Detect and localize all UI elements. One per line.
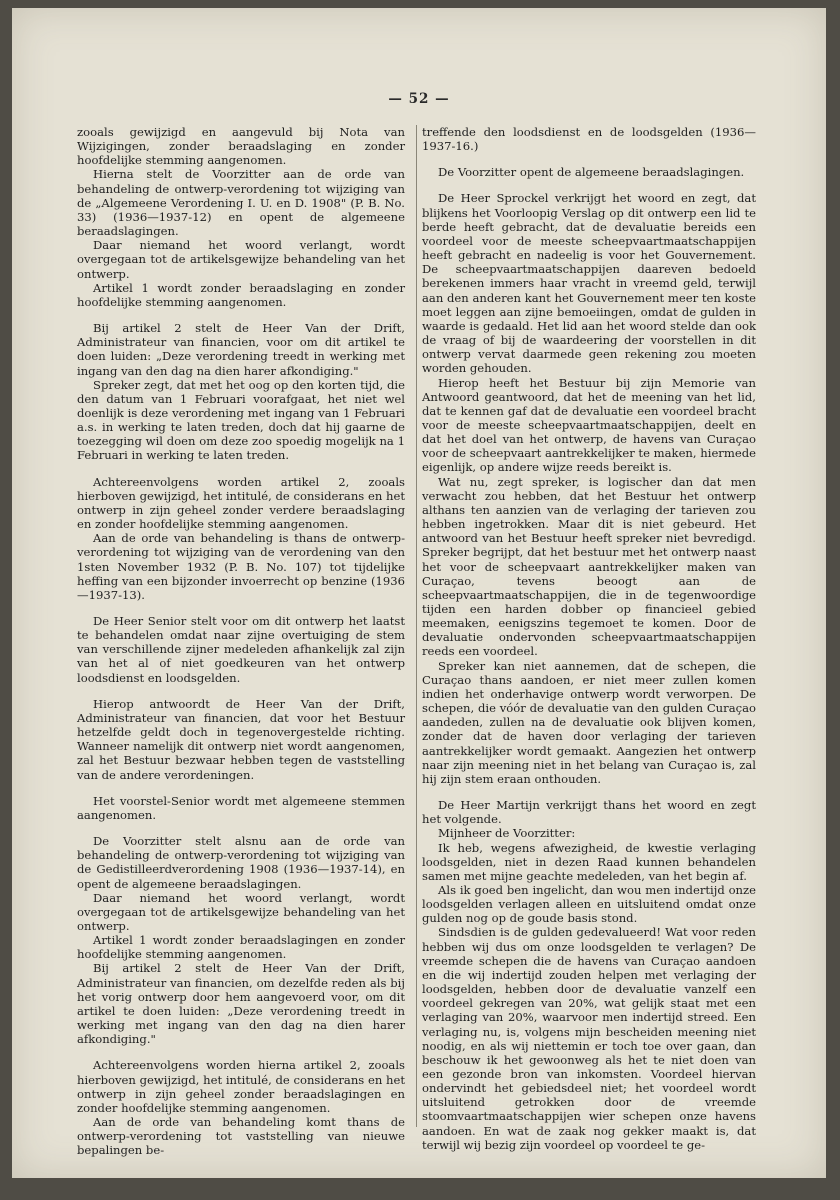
paragraph: Artikel 1 wordt zonder beraadslagingen en zonder hoofdelijke stemming aangenomen.	[77, 933, 405, 962]
paragraph: Daar niemand het woord verlangt, wordt overgegaan tot de artikelsgewijze behandeling van het ontwerp.	[77, 238, 405, 281]
paragraph: Achtereenvolgens worden hierna artikel 2, zooals hierboven gewijzigd, het intitulé, de considerans en het ontwerp in zijn geheel zonder beraadslagingen en zonder hoofdelijke stemming aangenomen.	[77, 1058, 405, 1115]
paragraph: De Heer Sprockel verkrijgt het woord en zegt, dat blijkens het Voorloopig Verslag op dit ontwerp een lid te berde heeft gebracht, dat de devaluatie bereids een voordeel voor de meeste scheepvaartmaatschappijen heeft gebracht en nadeelig is voor het Gouvernement. De scheepvaartmaatschappijen daareven bedoeld berekenen immers haar vracht in vreemd geld, terwijl aan den anderen kant het Gouvernement meer ten koste moet leggen aan zijne bemoeiingen, omdat de gulden in waarde is gedaald. Het lid aan het woord stelde dan ook de vraag of bij de waardeering der voorstellen in dit ontwerp vervat daarmede geen rekening zou moeten worden gehouden.	[422, 191, 756, 376]
paragraph: Wat nu, zegt spreker, is logischer dan dat men verwacht zou hebben, dat het Bestuur het ontwerp althans ten aanzien van de verlaging der tarieven zou hebben ingetrokken. Maar dit is niet gebeurd. Het antwoord van het Bestuur heeft spreker niet bevredigd. Spreker begrijpt, dat het bestuur met het ontwerp naast het voor de scheepvaart aantrekkelijker maken van Curaçao, tevens beoogt aan de scheepvaartmaatschappijen, die in de tegenwoordige tijden een harden dobber op financieel gebied meemaken, eenigszins tegemoet te komen. Door de devaluatie ondervonden scheepvaartmaatschappijen reeds een voordeel.	[422, 474, 756, 659]
paragraph: Het voorstel-Senior wordt met algemeene stemmen aangenomen.	[77, 793, 405, 822]
paragraph: De Heer Senior stelt voor om dit ontwerp het laatst te behandelen omdat naar zijne overtuiging de stem van verschillende zijner medeleden afhankelijk zal zijn van het al of niet goedkeuren van het ontwerp loodsdienst en loodsgelden.	[77, 614, 405, 685]
paragraph: Bij artikel 2 stelt de Heer Van der Drift, Administrateur van financien, om dezelfde reden als bij het vorig ontwerp door hem aangevoerd voor, om dit artikel te doen luiden: „Deze verordening treedt in werking met ingang van den dag na dien harer afkondiging."	[77, 961, 405, 1047]
paragraph: Hierop heeft het Bestuur bij zijn Memorie van Antwoord geantwoord, dat het de meening van het lid, dat te kennen gaf dat de devaluatie een voordeel bracht voor de meeste scheepvaartmaatschappijen, deelt en dat het doel van het ontwerp, de havens van Curaçao voor de scheepvaart aantrekkelijker te maken, hiermede eigenlijk, op andere wijze reeds bereikt is.	[422, 375, 756, 475]
paragraph: treffende den loodsdienst en de loodsgelden (1936—1937-16.)	[422, 125, 756, 154]
paragraph: Mijnheer de Voorzitter:	[438, 826, 576, 841]
paragraph: Spreker zegt, dat met het oog op den korten tijd, die den datum van 1 Februari voorafgaat, het niet wel doenlijk is deze verordening met ingang van 1 Februari a.s. in werking te laten treden, doch dat hij gaarne de toezegging wil doen om deze zoo spoedig mogelijk na 1 Februari in werking te laten treden.	[77, 377, 405, 463]
paragraph: Aan de orde van behandeling is thans de ontwerp-verordening tot wijziging van de verordening van den 1sten November 1932 (P. B. No. 107) tot tijdelijke heffing van een bijzonder invoerrecht op benzine (1936—1937-13).	[77, 531, 405, 602]
paragraph: Artikel 1 wordt zonder beraadslaging en zonder hoofdelijke stemming aangenomen.	[77, 280, 405, 309]
paragraph: Ik heb, wegens afwezigheid, de kwestie verlaging loodsgelden, niet in dezen Raad kunnen behandelen samen met mijne geachte medeleden, van het begin af.	[422, 840, 756, 883]
document-page	[12, 8, 826, 1178]
paragraph: Sindsdien is de gulden gedevalueerd! Wat voor reden hebben wij dus om onze loodsgelden te verlagen? De vreemde schepen die de havens van Curaçao aandoen en die wij indertijd zouden helpen met verlaging der loodsgelden, hebben door de devaluatie vanzelf een voordeel gekregen van 20%, wat gelijk staat met een verlaging van 20%, waarvoor men indertijd streed. Een verlaging nu, is, volgens mijn bescheiden meening niet noodig, en als wij niettemin er toch toe over gaan, dan beschouw ik het gewoonweg als het te niet doen van een gezonde bron van inkomsten. Voordeel hiervan ondervindt het gebiedsdeel niet; het voordeel wordt uitsluitend getrokken door de vreemde stoomvaartmaatschappijen wier schepen onze havens aandoen. En wat de zaak nog gekker maakt is, dat terwijl wij bezig zijn voordeel op voordeel te ge-	[422, 925, 756, 1152]
paragraph: De Heer Martijn verkrijgt thans het woord en zegt het volgende.	[422, 798, 756, 827]
paragraph: Bij artikel 2 stelt de Heer Van der Drift, Administrateur van financien, voor om dit artikel te doen luiden: „Deze verordening treedt in werking met ingang van den dag na dien harer afkondiging."	[77, 321, 405, 378]
paragraph: De Voorzitter opent de algemeene beraadslagingen.	[438, 165, 745, 180]
paragraph: Hierna stelt de Voorzitter aan de orde van behandeling de ontwerp-verordening tot wijziging van de „Algemeene Verordening I. U. en D. 1908" (P. B. No. 33) (1936—1937-12) en opent de algemeene beraadslagingen.	[77, 167, 405, 239]
paragraph: zooals gewijzigd en aangevuld bij Nota van Wijzigingen, zonder beraadslaging en zonder hoofdelijke stemming aangenomen.	[77, 125, 405, 168]
paragraph: Als ik goed ben ingelicht, dan wou men indertijd onze loodsgelden verlagen alleen en uitsluitend omdat onze gulden nog op de goude basis stond.	[422, 882, 756, 926]
right-column	[422, 125, 756, 1152]
paragraph: Spreker kan niet aannemen, dat de schepen, die Curaçao thans aandoen, er niet meer zullen komen indien het onderhavige ontwerp wordt verworpen. De schepen, die vóór de devaluatie van den gulden Curaçao aandeden, zullen na de devaluatie ook blijven komen, zonder dat de haven door verlaging der tarieven aantrekkelijker wordt gemaakt. Aangezien het ontwerp naar zijn meening niet in het belang van Curaçao is, zal hij zijn stem eraan onthouden.	[422, 658, 756, 786]
column-divider	[416, 125, 417, 1127]
left-column	[77, 125, 405, 1157]
paragraph: Achtereenvolgens worden artikel 2, zooals hierboven gewijzigd, het intitulé, de considerans en het ontwerp in zijn geheel zonder verdere beraadslaging en zonder hoofdelijke stemming aangenomen.	[77, 474, 405, 532]
paragraph: De Voorzitter stelt alsnu aan de orde van behandeling de ontwerp-verordening tot wijziging van de Gedistilleerdverordening 1908 (1936—1937-14), en opent de algemeene beraadslagingen.	[77, 834, 405, 891]
paragraph: Daar niemand het woord verlangt, wordt overgegaan tot de artikelsgewijze behandeling van het ontwerp.	[77, 890, 405, 933]
paragraph: Aan de orde van behandeling komt thans de ontwerp-verordening tot vaststelling van nieuwe bepalingen be-	[77, 1115, 405, 1158]
page-number: — 52 —	[388, 91, 450, 107]
paragraph: Hierop antwoordt de Heer Van der Drift, Administrateur van financien, dat voor het Bestuur hetzelfde geldt doch in tegenovergestelde richting. Wanneer namelijk dit ontwerp niet wordt aangenomen, zal het Bestuur bezwaar hebben tegen de vaststelling van de andere verordeningen.	[77, 696, 405, 782]
